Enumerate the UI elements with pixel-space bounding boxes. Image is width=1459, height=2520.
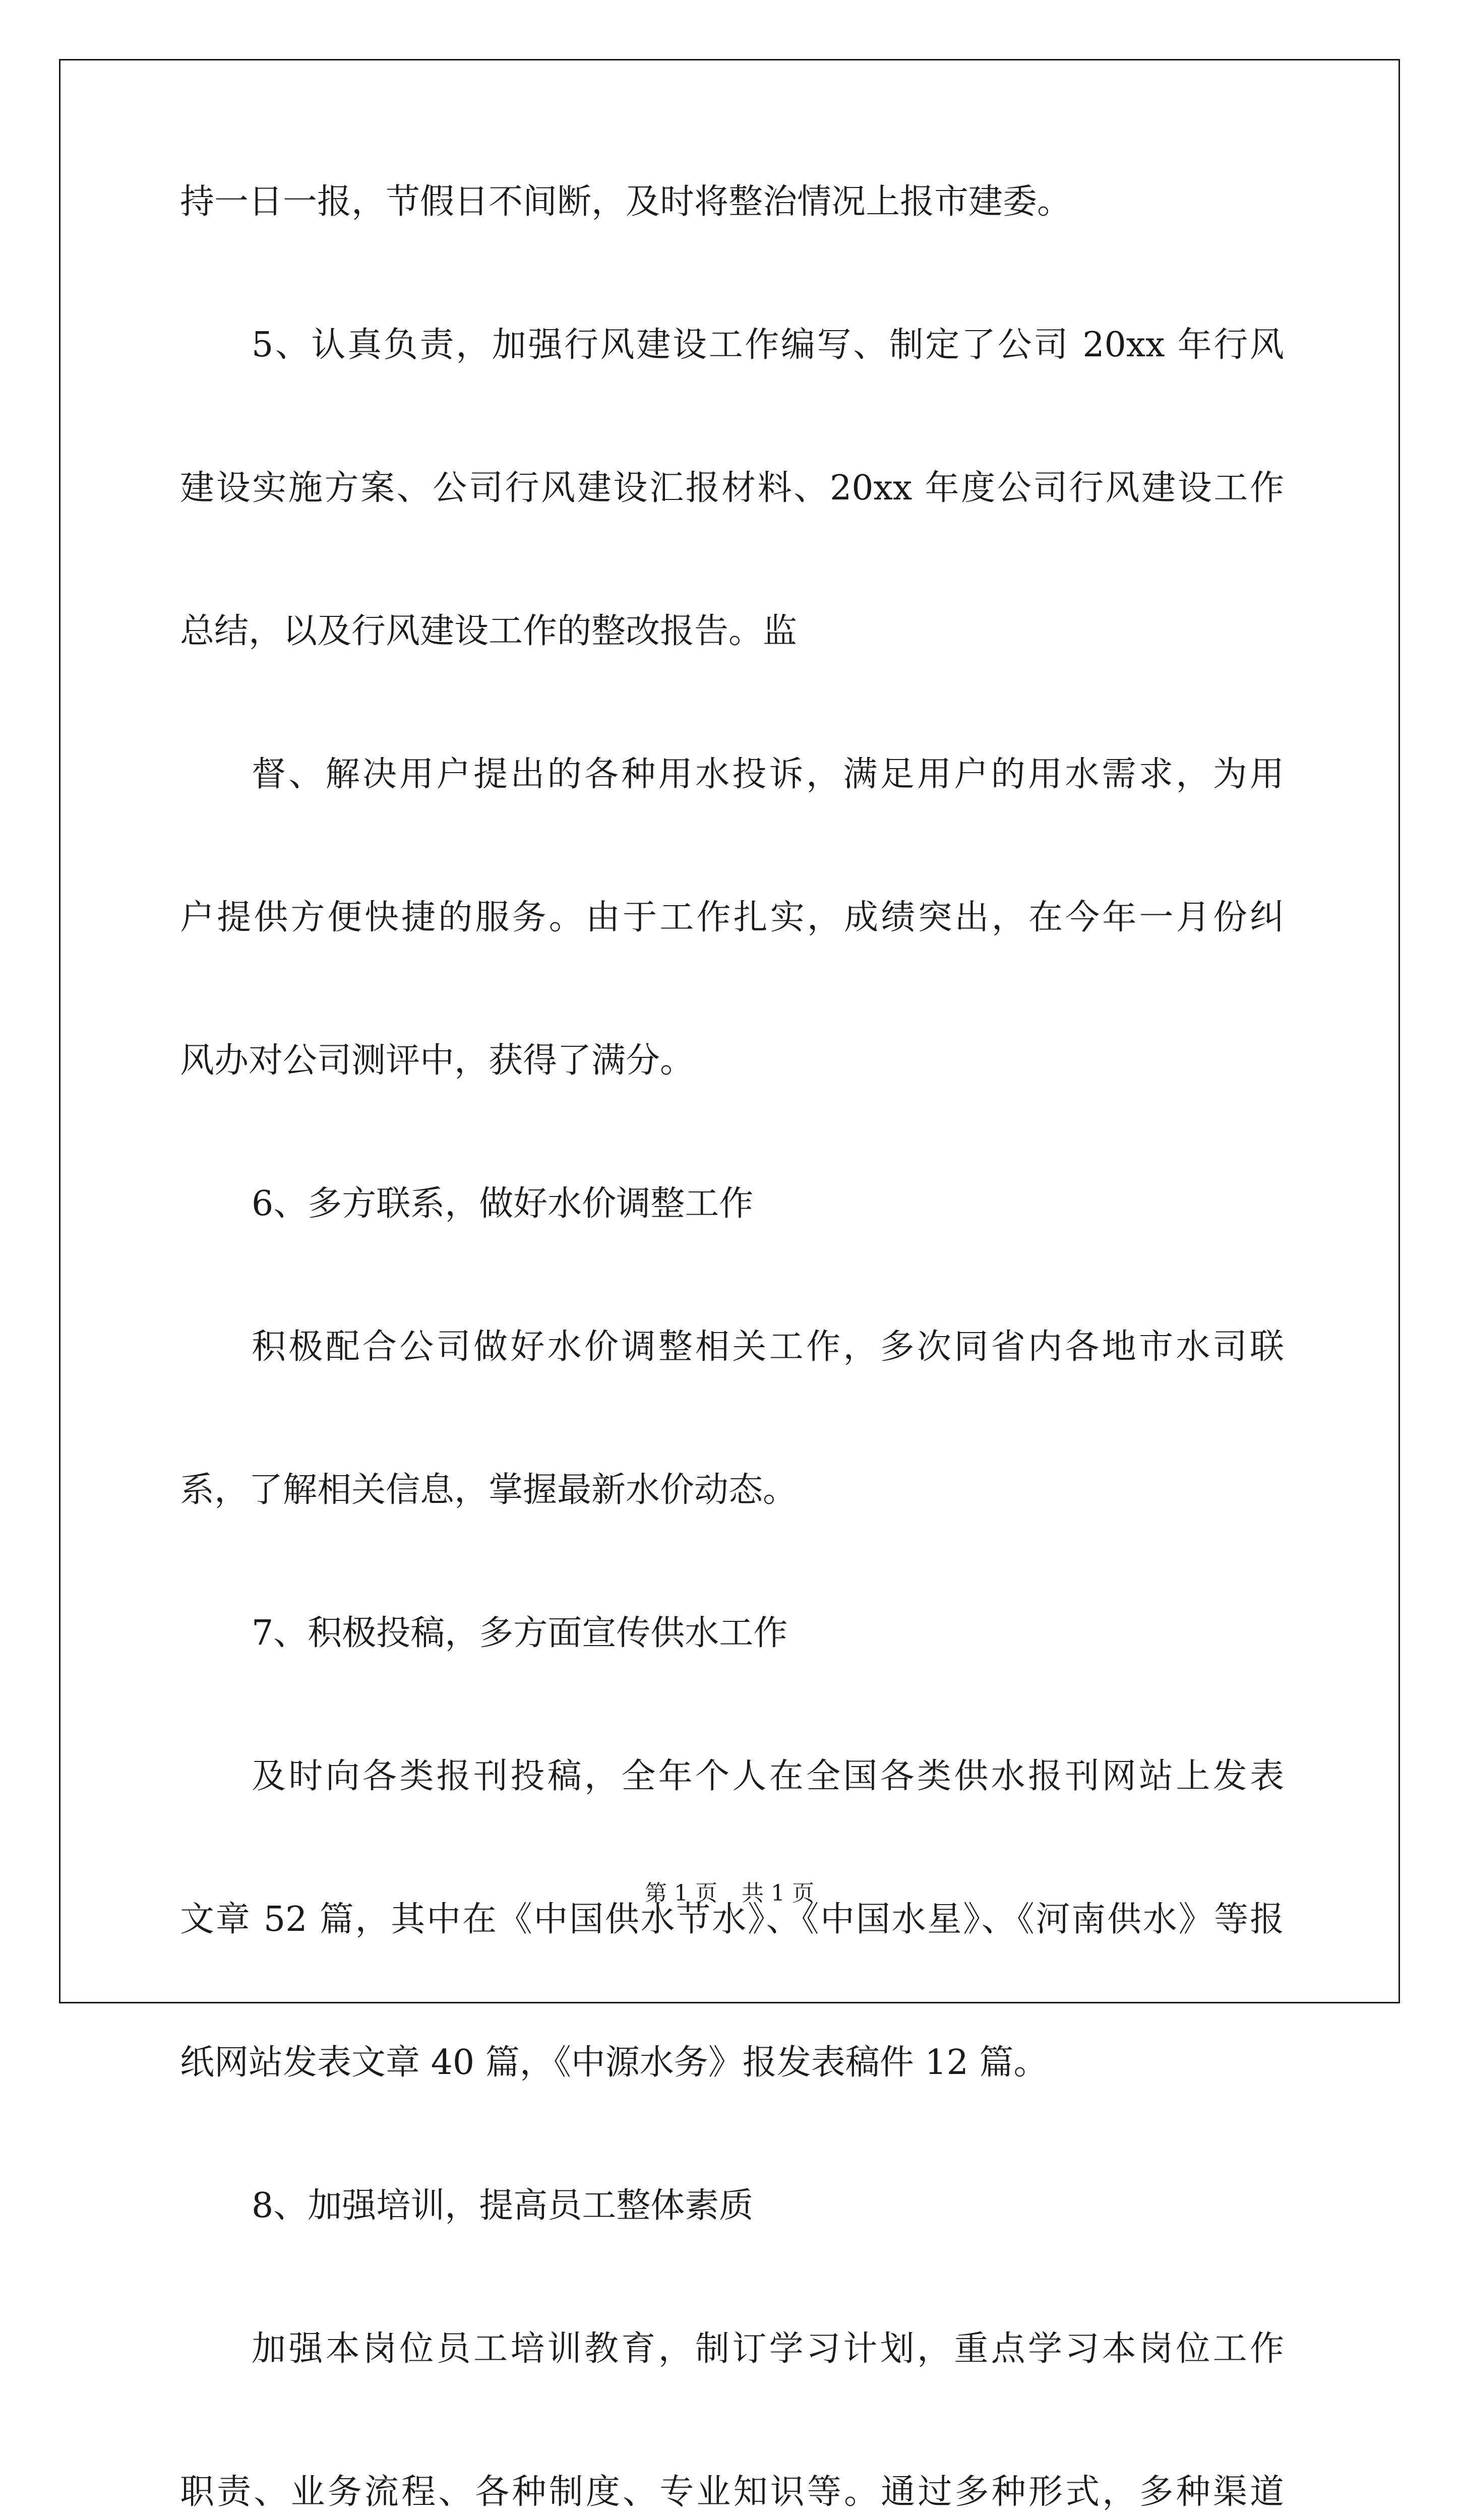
paragraph-line: 持一日一报，节假日不间断，及时将整治情况上报市建委。 bbox=[180, 182, 1072, 222]
paragraph-line: 纸网站发表文章 40 篇，《中源水务》报发表稿件 12 篇。 bbox=[180, 2043, 1048, 2083]
page-number: 第 1 页 bbox=[645, 1880, 717, 1906]
section-heading: 6、多方联系，做好水价调整工作 bbox=[252, 1184, 754, 1224]
section-heading: 8、加强培训，提高员工整体素质 bbox=[252, 2186, 754, 2226]
paragraph-line: 总结，以及行风建设工作的整改报告。监 bbox=[180, 611, 798, 651]
page-total: 共 1 页 bbox=[742, 1880, 814, 1906]
paragraph-line: 系，了解相关信息，掌握最新水价动态。 bbox=[180, 1470, 798, 1510]
section-heading: 7、积极投稿，多方面宣传供水工作 bbox=[252, 1613, 788, 1653]
page-footer bbox=[0, 1875, 1459, 1907]
paragraph-line: 加强本岗位员工培训教育，制订学习计划，重点学习本岗位工作 bbox=[252, 2329, 1284, 2369]
paragraph-line: 及时向各类报刊投稿，全年个人在全国各类供水报刊网站上发表 bbox=[252, 1756, 1284, 1796]
paragraph-line: 户提供方便快捷的服务。由于工作扎实，成绩突出，在今年一月份纠 bbox=[180, 898, 1284, 937]
paragraph-line: 职责、业务流程、各种制度、专业知识等。通过多种形式，多种渠道 bbox=[180, 2472, 1284, 2512]
document-body bbox=[180, 184, 1284, 2520]
paragraph-line: 5、认真负责，加强行风建设工作编写、制定了公司 20xx 年行风 bbox=[252, 325, 1284, 365]
paragraph-line: 文章 52 篇，其中在《中国供水节水》、《中国水星》、《河南供水》等报 bbox=[180, 1900, 1284, 1939]
paragraph-line: 建设实施方案、公司行风建设汇报材料、20xx 年度公司行风建设工作 bbox=[180, 468, 1284, 508]
paragraph-line: 积极配合公司做好水价调整相关工作，多次同省内各地市水司联 bbox=[252, 1327, 1284, 1367]
paragraph-line: 风办对公司测评中，获得了满分。 bbox=[180, 1041, 695, 1081]
paragraph-line: 督、解决用户提出的各种用水投诉，满足用户的用水需求，为用 bbox=[252, 754, 1284, 794]
